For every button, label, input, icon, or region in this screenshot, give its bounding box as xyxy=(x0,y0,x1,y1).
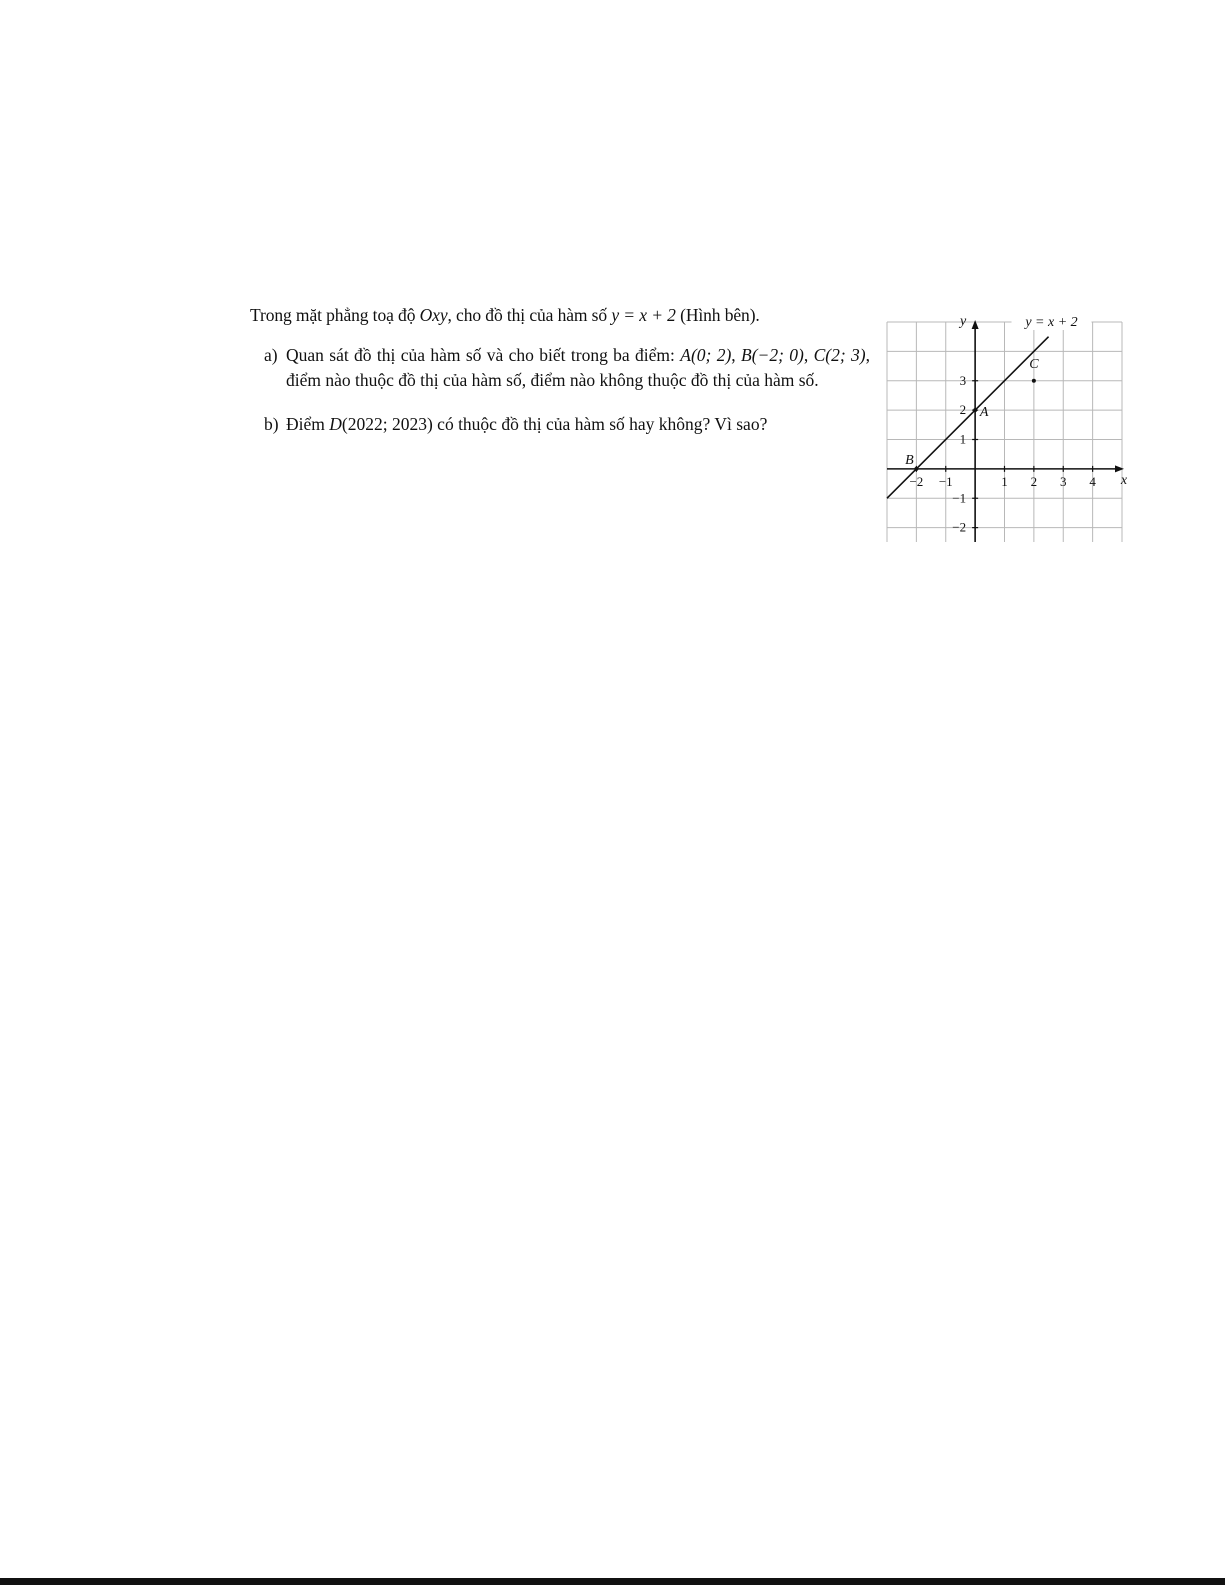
function-label: y = x + 2 xyxy=(1025,315,1078,330)
point-c-marker xyxy=(1032,379,1036,383)
part-b-text-1: Điểm xyxy=(286,414,330,434)
intro-text-3: (Hình bên). xyxy=(675,305,760,325)
x-tick-label: 4 xyxy=(1089,473,1096,489)
intro-text-2: , cho đồ thị của hàm số xyxy=(447,305,612,325)
point-a-marker xyxy=(973,408,977,412)
part-a-text-2: , xyxy=(731,345,742,365)
problem-text xyxy=(250,303,870,437)
y-axis-arrow xyxy=(972,320,979,329)
point-a-coords: A(0; 2) xyxy=(680,345,732,365)
part-a-text-4: , điểm nào thuộc đồ thị của hàm số, điểm nào không thuộc đồ thị của hàm số. xyxy=(286,345,870,390)
page-bottom-rule xyxy=(0,1578,1225,1585)
function-graph xyxy=(882,310,1132,548)
x-tick-label: 2 xyxy=(1030,473,1038,489)
part-b-label: b) xyxy=(264,414,279,434)
part-a-label: a) xyxy=(264,345,278,365)
x-tick-label: 1 xyxy=(1001,473,1008,489)
point-b-marker xyxy=(914,467,918,471)
part-a-text-1: Quan sát đồ thị của hàm số và cho biết trong ba điểm: xyxy=(286,345,681,365)
point-c-coords: C(2; 3) xyxy=(813,345,866,365)
x-axis-label: x xyxy=(1120,472,1128,488)
intro-text-1: Trong mặt phẳng toạ độ xyxy=(250,305,420,325)
part-b xyxy=(250,412,870,437)
y-tick-label: 1 xyxy=(959,431,967,447)
point-a-label: A xyxy=(979,405,989,421)
part-a xyxy=(250,343,870,393)
graph-svg xyxy=(882,310,1132,548)
intro-math-function: y = x + 2 xyxy=(611,305,676,325)
point-b-coords: B(−2; 0) xyxy=(741,345,804,365)
part-a-text-3: , xyxy=(803,345,814,365)
x-axis-arrow xyxy=(1115,465,1124,472)
y-tick-label: −2 xyxy=(952,519,967,535)
part-b-text-2: (2022; 2023) có thuộc đồ thị của hàm số hay không? Vì sao? xyxy=(341,414,768,434)
x-tick-label: −1 xyxy=(938,473,953,489)
function-line xyxy=(887,337,1049,499)
y-tick-label: 3 xyxy=(959,372,967,388)
x-tick-label: 3 xyxy=(1060,473,1067,489)
problem-intro xyxy=(250,303,870,328)
y-tick-label: 2 xyxy=(959,402,967,418)
intro-math-oxy: Oxy xyxy=(419,305,448,325)
point-c-label: C xyxy=(1029,356,1039,372)
x-tick-label: −2 xyxy=(909,473,924,489)
point-b-label: B xyxy=(905,452,914,468)
y-axis-label: y xyxy=(960,314,967,329)
point-d-name: D xyxy=(329,414,342,434)
y-tick-label: −1 xyxy=(952,490,967,506)
